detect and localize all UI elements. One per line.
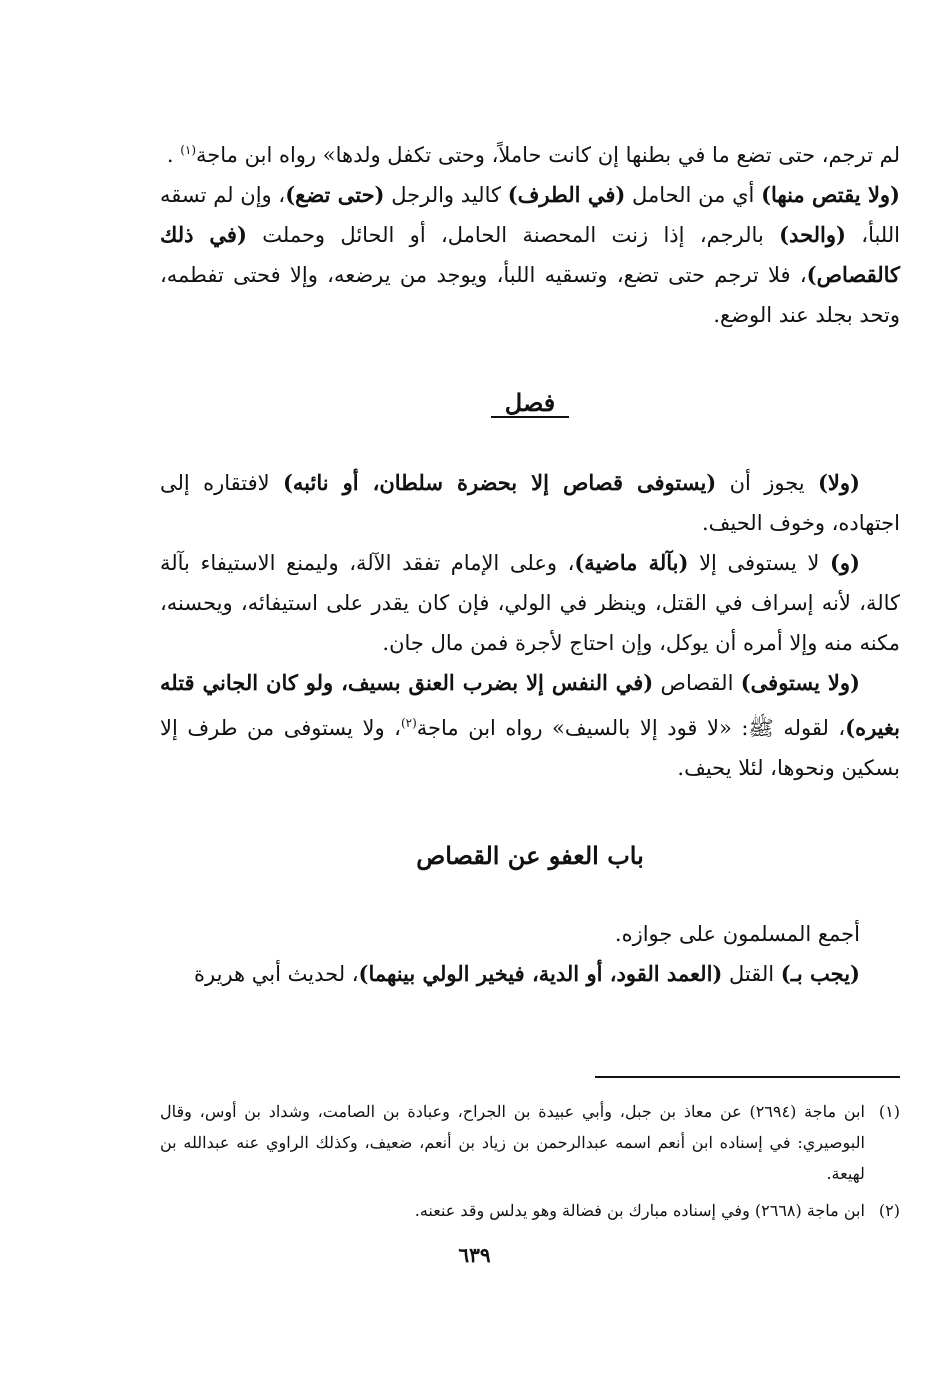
footnote-ref-2: (٢) xyxy=(400,716,417,730)
footnote-text: ابن ماجة (٢٦٦٨) وفي إسناده مبارك بن فضالة وهو يدلس وقد عنعنه. xyxy=(414,1201,865,1220)
chapter-heading: باب العفو عن القصاص xyxy=(416,841,644,870)
page-body xyxy=(160,124,900,994)
footnote-number: (٢) xyxy=(878,1201,900,1220)
footnotes xyxy=(160,1076,900,1226)
text: أجمع المسلمون على جوازه. xyxy=(614,922,860,946)
text: ، لقوله ﷺ: «لا قود إلا بالسيف» رواه ابن ماجة xyxy=(416,716,846,740)
paragraph-sharp-tool xyxy=(160,543,900,663)
text: ، وإن لم تسقه اللبأ، xyxy=(160,183,900,247)
text: أي من الحامل xyxy=(625,183,762,207)
footnote-text: ابن ماجة (٢٦٩٤) عن معاذ بن جبل، وأبي عبيدة بن الجراح، وعبادة بن الصامت، وشداد بن أوس، وقال البوصيري: في إسناده ابن أنعم اسمه عبدالرحمن بن زياد بن أنعم، ضعيف، وكذلك الراوي عنه عبدالله بن لهيعة. xyxy=(160,1102,865,1183)
section-heading xyxy=(160,383,900,423)
text: لافتقاره إلى اجتهاده، وخوف الحيف. xyxy=(160,471,900,535)
matn-bold: (حتى تضع) xyxy=(285,182,385,207)
text: لا يستوفى إلا xyxy=(688,551,830,575)
matn-bold: (بآلة ماضية) xyxy=(574,550,689,575)
matn-bold: (ولا يستوفى) xyxy=(740,670,860,695)
text: ، فلا ترجم حتى تضع، وتسقيه اللبأ، ويوجد من يرضعه، وإلا فحتى تفطمه، وتحد بجلد عند الوضع. xyxy=(160,263,900,327)
matn-bold: (ولا) xyxy=(818,470,860,495)
paragraph-sword xyxy=(160,663,900,788)
matn-bold: (يستوفى قصاص إلا بحضرة سلطان، أو نائبه) xyxy=(282,470,717,495)
matn-bold: (ولا يقتص منها) xyxy=(761,182,900,207)
matn-bold: (في ذلك كالقصاص) xyxy=(160,222,900,287)
matn-bold: (العمد القود، أو الدية، فيخير الولي بينهما) xyxy=(358,961,723,986)
text: يجوز أن xyxy=(716,471,818,495)
text: . xyxy=(166,143,174,167)
footnote-2 xyxy=(160,1195,900,1226)
section-heading-text: فصل xyxy=(491,390,569,418)
text: بالرجم، إذا زنت المحصنة الحامل، أو الحائل وحملت xyxy=(246,223,780,247)
text: ، لحديث أبي هريرة xyxy=(194,962,359,986)
matn-bold: (و) xyxy=(829,550,860,575)
paragraph-pregnant-retaliation xyxy=(160,130,900,335)
text: ، ولا يستوفى من طرف إلا بسكين ونحوها، لئلا يحيف. xyxy=(160,716,900,780)
text: ، وعلى الإمام تفقد الآلة، وليمنع الاستيفاء بآلة كالة، لأنه إسراف في القتل، وينظر في الولي، فإن كان يقدر على استيفائه، ويحسنه، مكنه منه وإلا أمره أن يوكل، وإن احتاج لأجرة فمن مال جان. xyxy=(160,551,900,655)
matn-bold: (في النفس إلا بضرب العنق بسيف، ولو كان الجاني قتله بغيره) xyxy=(160,670,900,740)
text: القصاص xyxy=(653,671,741,695)
page-number: ٦٣٩ xyxy=(458,1243,491,1267)
paragraph-consensus xyxy=(160,914,900,954)
footnote-number: (١) xyxy=(878,1102,900,1121)
footnote-separator xyxy=(595,1076,900,1078)
text: القتل xyxy=(722,962,781,986)
matn-bold: (يجب بـ) xyxy=(780,961,860,986)
matn-bold: (في الطرف) xyxy=(507,182,626,207)
paragraph-obligation xyxy=(160,954,900,994)
paragraph-sultan-presence xyxy=(160,463,900,543)
text: لم ترجم، حتى تضع ما في بطنها إن كانت حاملاً، وحتى تكفل ولدها» رواه ابن ماجة xyxy=(196,143,900,167)
matn-bold: (والحد) xyxy=(779,222,846,247)
footnote-1 xyxy=(160,1096,900,1189)
text: كاليد والرجل xyxy=(384,183,508,207)
footnote-ref-1: (١) xyxy=(180,143,197,157)
